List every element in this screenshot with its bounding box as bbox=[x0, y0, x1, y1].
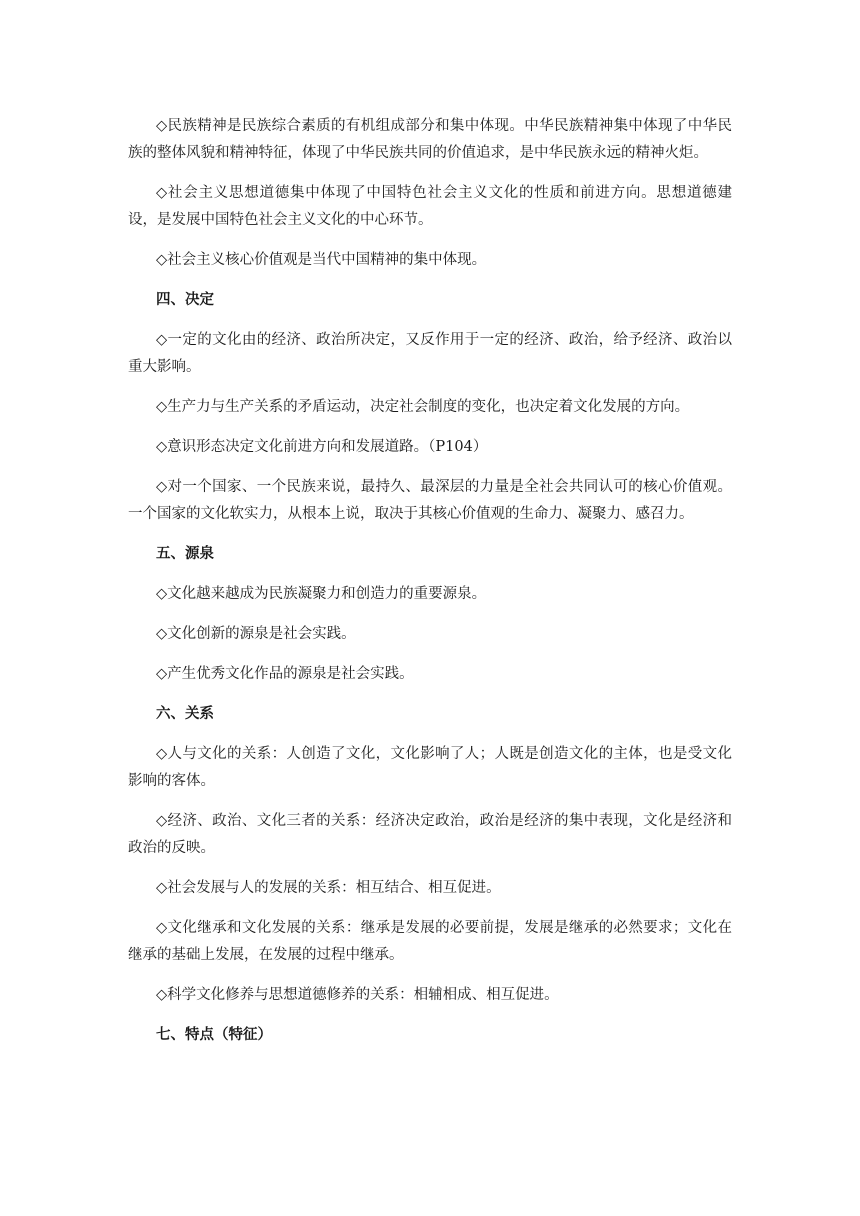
paragraph: ◇文化创新的源泉是社会实践。 bbox=[156, 626, 356, 642]
paragraph: ◇社会主义核心价值观是当代中国精神的集中体现。 bbox=[156, 252, 487, 268]
section-heading: 五、源泉 bbox=[156, 546, 214, 562]
paragraph: ◇意识形态决定文化前进方向和发展道路。（P104） bbox=[156, 439, 488, 455]
section-heading: 六、关系 bbox=[156, 706, 214, 722]
paragraph: ◇科学文化修养与思想道德修养的关系：相辅相成、相互促进。 bbox=[156, 987, 559, 1003]
paragraph: ◇民族精神是民族综合素质的有机组成部分和集中体现。中华民族精神集中体现了中华民族的整体风貌和精神特征，体现了中华民族共同的价值追求，是中华民族永远的精神火炬。 bbox=[128, 118, 732, 161]
paragraph: ◇对一个国家、一个民族来说，最持久、最深层的力量是全社会共同认可的核心价值观。一个国家的文化软实力，从根本上说，取决于其核心价值观的生命力、凝聚力、感召力。 bbox=[128, 479, 732, 522]
paragraph: ◇产生优秀文化作品的源泉是社会实践。 bbox=[156, 666, 414, 682]
paragraph: ◇人与文化的关系：人创造了文化，文化影响了人；人既是创造文化的主体，也是受文化影响的客体。 bbox=[128, 746, 732, 789]
paragraph: ◇经济、政治、文化三者的关系：经济决定政治，政治是经济的集中表现，文化是经济和政治的反映。 bbox=[128, 813, 732, 856]
document-page bbox=[128, 113, 732, 1062]
section-heading: 七、特点（特征） bbox=[156, 1027, 272, 1043]
paragraph: ◇一定的文化由的经济、政治所决定，又反作用于一定的经济、政治，给予经济、政治以重大影响。 bbox=[128, 332, 732, 375]
paragraph: ◇社会主义思想道德集中体现了中国特色社会主义文化的性质和前进方向。思想道德建设，是发展中国特色社会主义文化的中心环节。 bbox=[128, 185, 732, 228]
paragraph: ◇生产力与生产关系的矛盾运动，决定社会制度的变化，也决定着文化发展的方向。 bbox=[156, 399, 690, 415]
paragraph: ◇社会发展与人的发展的关系：相互结合、相互促进。 bbox=[156, 880, 501, 896]
paragraph: ◇文化越来越成为民族凝聚力和创造力的重要源泉。 bbox=[156, 586, 487, 602]
section-heading: 四、决定 bbox=[156, 292, 214, 308]
paragraph: ◇文化继承和文化发展的关系：继承是发展的必要前提，发展是继承的必然要求；文化在继承的基础上发展，在发展的过程中继承。 bbox=[128, 920, 732, 963]
